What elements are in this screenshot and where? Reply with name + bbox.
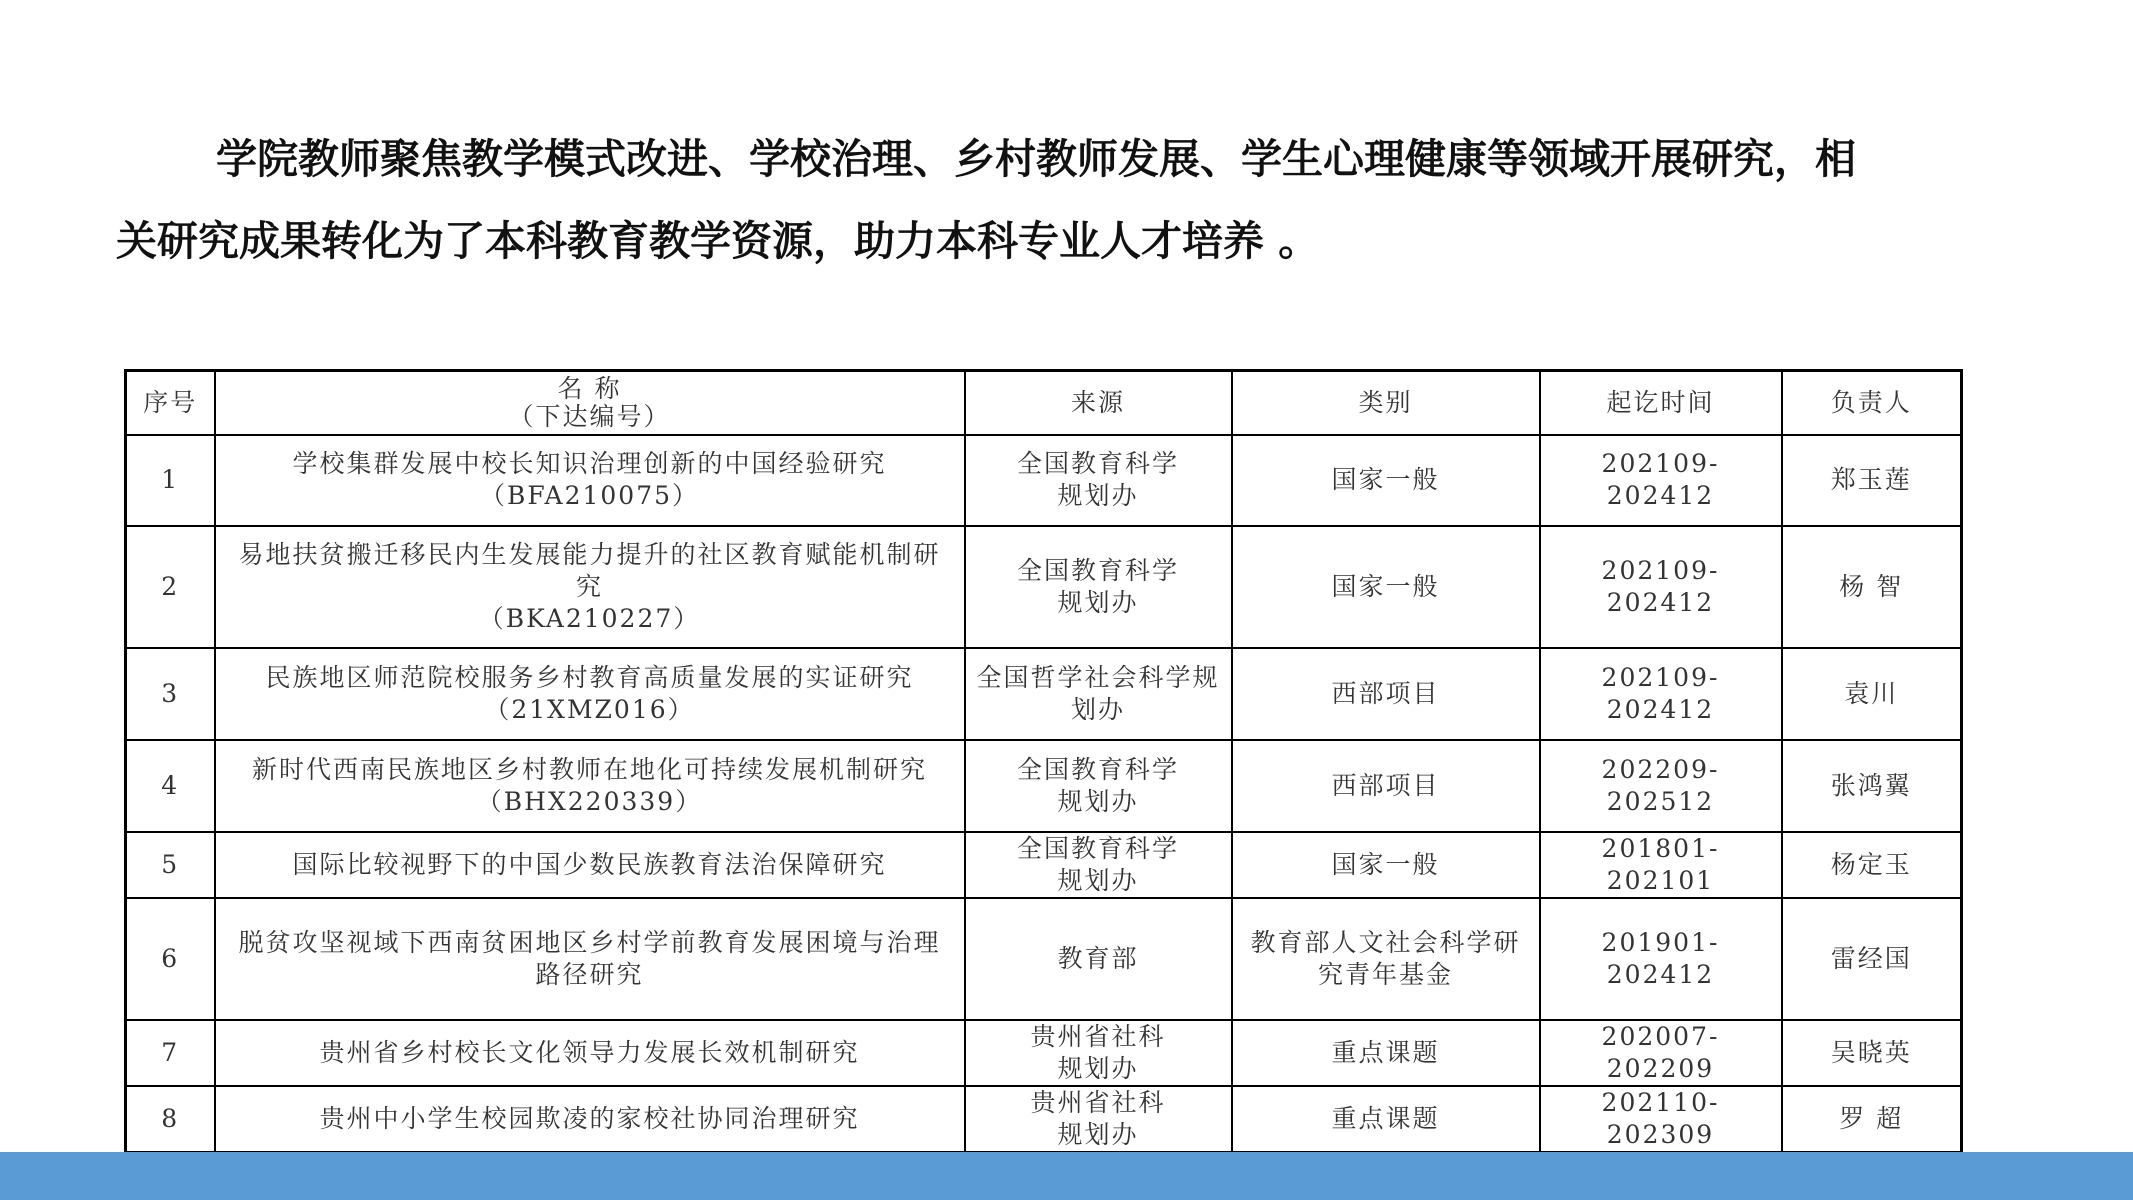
source-line: 教育部: [1057, 943, 1139, 973]
project-title: 新时代西南民族地区乡村教师在地化可持续发展机制研究: [251, 754, 927, 784]
project-title: 脱贫攻坚视域下西南贫困地区乡村学前教育发展困境与治理路径研究: [238, 927, 941, 989]
project-title: 学校集群发展中校长知识治理创新的中国经验研究: [292, 449, 887, 478]
cell-source: [965, 435, 1232, 526]
cell-period: 202109-202412: [1540, 526, 1782, 648]
cell-period: 201801-202101: [1540, 832, 1782, 898]
table-row: [126, 648, 1962, 740]
table-header-row: [126, 371, 1962, 435]
source-line: 划办: [1070, 694, 1125, 724]
project-title: 民族地区师范院校服务乡村教育高质量发展的实证研究: [265, 662, 914, 692]
source-line: 全国教育科学: [1016, 555, 1179, 585]
project-code: （BHX220339）: [476, 786, 703, 816]
cell-leader: 袁川: [1782, 648, 1962, 740]
cell-source: [965, 740, 1232, 832]
cell-index: 4: [126, 740, 215, 832]
cell-category: [1232, 740, 1540, 832]
project-title: 贵州中小学生校园欺凌的家校社协同治理研究: [319, 1103, 860, 1133]
source-line: 规划办: [1057, 865, 1139, 895]
table-row: [126, 435, 1962, 526]
source-line: 规划办: [1057, 481, 1139, 510]
cell-index: 8: [126, 1086, 215, 1153]
cell-period: 202109-202412: [1540, 435, 1782, 526]
table-row: [126, 740, 1962, 832]
cell-source: [965, 898, 1232, 1020]
header-name-title: 名 称: [557, 373, 622, 403]
cell-period: 201901-202412: [1540, 898, 1782, 1020]
cell-category: [1232, 526, 1540, 648]
cell-leader: 郑玉莲: [1782, 435, 1962, 526]
source-line: 全国教育科学: [1016, 833, 1179, 863]
table-row: [126, 1020, 1962, 1086]
source-line: 贵州省社科: [1030, 1087, 1166, 1117]
cell-source: [965, 1086, 1232, 1153]
research-projects-table: [124, 369, 1963, 1154]
source-line: 规划办: [1057, 1119, 1139, 1149]
table-row: [126, 898, 1962, 1020]
header-category: 类别: [1232, 371, 1540, 435]
cell-category: [1232, 1020, 1540, 1086]
cell-index: 6: [126, 898, 215, 1020]
source-line: 全国教育科学: [1016, 449, 1179, 478]
cell-index: 5: [126, 832, 215, 898]
cell-source: [965, 526, 1232, 648]
cell-leader: 吴晓英: [1782, 1020, 1962, 1086]
source-line: 全国教育科学: [1016, 754, 1179, 784]
cell-leader: 罗 超: [1782, 1086, 1962, 1153]
project-code: （21XMZ016）: [484, 694, 695, 724]
project-title: 易地扶贫搬迁移民内生发展能力提升的社区教育赋能机制研究: [238, 539, 941, 601]
table-row: [126, 832, 1962, 898]
cell-index: 3: [126, 648, 215, 740]
cell-category: [1232, 435, 1540, 526]
category-line: 国家一般: [1331, 571, 1440, 601]
table-row: [126, 526, 1962, 648]
source-line: 规划办: [1057, 587, 1139, 617]
cell-source: [965, 832, 1232, 898]
source-line: 规划办: [1057, 1053, 1139, 1083]
cell-leader: 杨 智: [1782, 526, 1962, 648]
cell-category: [1232, 832, 1540, 898]
category-line: 重点课题: [1331, 1037, 1440, 1067]
intro-paragraph: 学院教师聚焦教学模式改进、学校治理、乡村教师发展、学生心理健康等领域开展研究，相关研究成果转化为了本科教育教学资源，助力本科专业人才培养 。: [116, 135, 1856, 265]
cell-leader: 雷经国: [1782, 898, 1962, 1020]
cell-name: [215, 898, 965, 1020]
cell-category: [1232, 648, 1540, 740]
header-name-subtitle: （下达编号）: [508, 401, 671, 431]
project-title: 国际比较视野下的中国少数民族教育法治保障研究: [292, 849, 887, 879]
category-line: 西部项目: [1331, 770, 1440, 800]
cell-period: 202109-202412: [1540, 648, 1782, 740]
cell-index: 7: [126, 1020, 215, 1086]
cell-index: 1: [126, 435, 215, 526]
cell-leader: 张鸿翼: [1782, 740, 1962, 832]
cell-name: [215, 526, 965, 648]
project-title: 贵州省乡村校长文化领导力发展长效机制研究: [319, 1037, 860, 1067]
source-line: 全国哲学社会科学规: [976, 662, 1220, 692]
cell-category: [1232, 1086, 1540, 1153]
cell-period: 202007-202209: [1540, 1020, 1782, 1086]
category-line: 究青年基金: [1317, 959, 1453, 989]
cell-name: [215, 1020, 965, 1086]
cell-period: 202209-202512: [1540, 740, 1782, 832]
header-index: 序号: [126, 371, 215, 435]
header-source: 来源: [965, 371, 1232, 435]
category-line: 重点课题: [1331, 1103, 1440, 1133]
cell-name: [215, 435, 965, 526]
cell-name: [215, 648, 965, 740]
cell-index: 2: [126, 526, 215, 648]
cell-name: [215, 832, 965, 898]
cell-source: [965, 648, 1232, 740]
header-leader: 负责人: [1782, 371, 1962, 435]
source-line: 贵州省社科: [1030, 1021, 1166, 1051]
category-line: 西部项目: [1331, 678, 1440, 708]
project-code: （BFA210075）: [479, 481, 700, 510]
cell-name: [215, 1086, 965, 1153]
header-period: 起讫时间: [1540, 371, 1782, 435]
category-line: 国家一般: [1331, 465, 1440, 494]
cell-period: 202110-202309: [1540, 1086, 1782, 1153]
cell-source: [965, 1020, 1232, 1086]
table-row: [126, 1086, 1962, 1153]
table-body: [126, 435, 1962, 1153]
category-line: 教育部人文社会科学研: [1250, 927, 1521, 957]
category-line: 国家一般: [1331, 849, 1440, 879]
cell-leader: 杨定玉: [1782, 832, 1962, 898]
cell-category: [1232, 898, 1540, 1020]
source-line: 规划办: [1057, 786, 1139, 816]
cell-name: [215, 740, 965, 832]
footer-bar: [0, 1152, 2133, 1200]
project-code: （BKA210227）: [478, 603, 701, 633]
header-name: [215, 371, 965, 435]
